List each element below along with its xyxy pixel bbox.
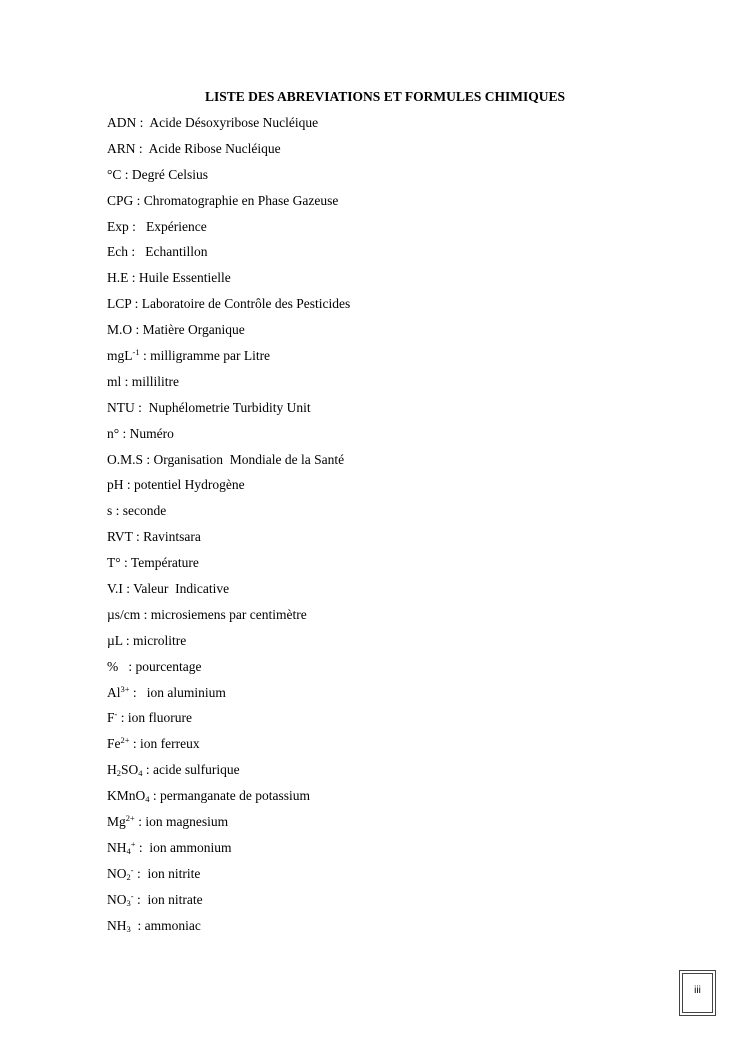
entry-text: ARN : Acide Ribose Nucléique [107, 140, 281, 156]
abbreviation-entry [107, 192, 350, 218]
abbreviation-entry [107, 502, 350, 528]
abbreviation-entry [107, 476, 350, 502]
entry-text: °C : Degré Celsius [107, 166, 209, 182]
superscript: + [130, 838, 136, 849]
entry-text: ml : millilitre [107, 373, 179, 389]
entry-text: : ion nitrate [133, 891, 203, 907]
abbreviation-entry [107, 813, 350, 839]
entry-text: : ion fluorure [117, 710, 192, 726]
entry-text: KMnO [107, 788, 146, 804]
entry-text: NH [107, 917, 127, 933]
abbreviation-entry [107, 658, 350, 684]
entry-text: NTU : Nuphélometrie Turbidity Unit [107, 399, 311, 415]
entry-text: : ion ammonium [135, 839, 232, 855]
abbreviation-entry [107, 399, 350, 425]
entry-text: : ion ferreux [129, 736, 200, 752]
superscript: 3+ [120, 683, 130, 694]
entry-text: NO [107, 891, 127, 907]
superscript: -1 [132, 347, 140, 358]
abbreviation-entry [107, 761, 350, 787]
abbreviation-entry [107, 580, 350, 606]
entry-text: H [107, 762, 117, 778]
entry-text: LCP : Laboratoire de Contrôle des Pesticides [107, 296, 351, 312]
entry-text: Exp : Expérience [107, 218, 207, 234]
abbreviation-entry [107, 606, 350, 632]
abbreviation-entry [107, 554, 350, 580]
abbreviation-list [107, 114, 350, 943]
entry-text: n° : Numéro [107, 425, 174, 441]
page-title: LISTE DES ABREVIATIONS ET FORMULES CHIMIQUES [205, 89, 565, 104]
abbreviation-entry [107, 891, 350, 917]
superscript: 2+ [125, 813, 135, 824]
page-number-frame [679, 970, 716, 1016]
abbreviation-entry [107, 709, 350, 735]
abbreviation-entry [107, 787, 350, 813]
superscript: - [130, 890, 134, 901]
page-number: iii [694, 985, 701, 996]
entry-text: µs/cm : microsiemens par centimètre [107, 606, 307, 622]
abbreviation-entry [107, 140, 350, 166]
subscript: 2 [126, 871, 131, 882]
abbreviation-entry [107, 218, 350, 244]
abbreviation-entry [107, 347, 350, 373]
entry-text: mgL [107, 348, 133, 364]
entry-text: M.O : Matière Organique [107, 322, 245, 338]
entry-text: µL : microlitre [107, 632, 187, 648]
entry-text: : ion aluminium [129, 684, 226, 700]
entry-text: : ion magnesium [134, 814, 229, 830]
abbreviation-entry [107, 295, 350, 321]
entry-text: SO [121, 762, 139, 778]
superscript: - [114, 709, 118, 720]
superscript: 2+ [120, 735, 130, 746]
entry-text: F [107, 710, 115, 726]
abbreviation-entry [107, 321, 350, 347]
abbreviation-entry [107, 269, 350, 295]
abbreviation-entry [107, 243, 350, 269]
abbreviation-entry [107, 114, 350, 140]
entry-text: NH [107, 839, 127, 855]
entry-text: H.E : Huile Essentielle [107, 270, 231, 286]
entry-text: s : seconde [107, 503, 167, 519]
abbreviation-entry [107, 373, 350, 399]
superscript: - [130, 864, 134, 875]
abbreviation-entry [107, 917, 350, 943]
entry-text: RVT : Ravintsara [107, 529, 201, 545]
subscript: 4 [145, 794, 150, 805]
entry-text: : acide sulfurique [142, 762, 240, 778]
subscript: 3 [126, 897, 131, 908]
entry-text: V.I : Valeur Indicative [107, 581, 230, 597]
abbreviation-entry [107, 166, 350, 192]
abbreviation-entry [107, 839, 350, 865]
entry-text: : milligramme par Litre [139, 348, 271, 364]
entry-text: : ammoniac [130, 917, 201, 933]
abbreviation-entry [107, 684, 350, 710]
entry-text: : ion nitrite [133, 865, 201, 881]
subscript: 2 [116, 768, 121, 779]
entry-text: pH : potentiel Hydrogène [107, 477, 245, 493]
entry-text: % : pourcentage [107, 658, 202, 674]
entry-text: Mg [107, 814, 126, 830]
abbreviation-entry [107, 451, 350, 477]
entry-text: NO [107, 865, 127, 881]
entry-text: : permanganate de potassium [149, 788, 310, 804]
abbreviation-entry [107, 632, 350, 658]
abbreviation-entry [107, 865, 350, 891]
abbreviation-entry [107, 735, 350, 761]
entry-text: T° : Température [107, 555, 199, 571]
subscript: 4 [138, 768, 143, 779]
abbreviation-entry [107, 425, 350, 451]
entry-text: O.M.S : Organisation Mondiale de la Santé [107, 451, 345, 467]
subscript: 3 [126, 923, 131, 934]
abbreviation-entry [107, 528, 350, 554]
entry-text: Ech : Echantillon [107, 244, 208, 260]
entry-text: CPG : Chromatographie en Phase Gazeuse [107, 192, 339, 208]
entry-text: Fe [107, 736, 121, 752]
entry-text: ADN : Acide Désoxyribose Nucléique [107, 115, 319, 130]
entry-text: Al [107, 684, 121, 700]
subscript: 4 [126, 845, 131, 856]
